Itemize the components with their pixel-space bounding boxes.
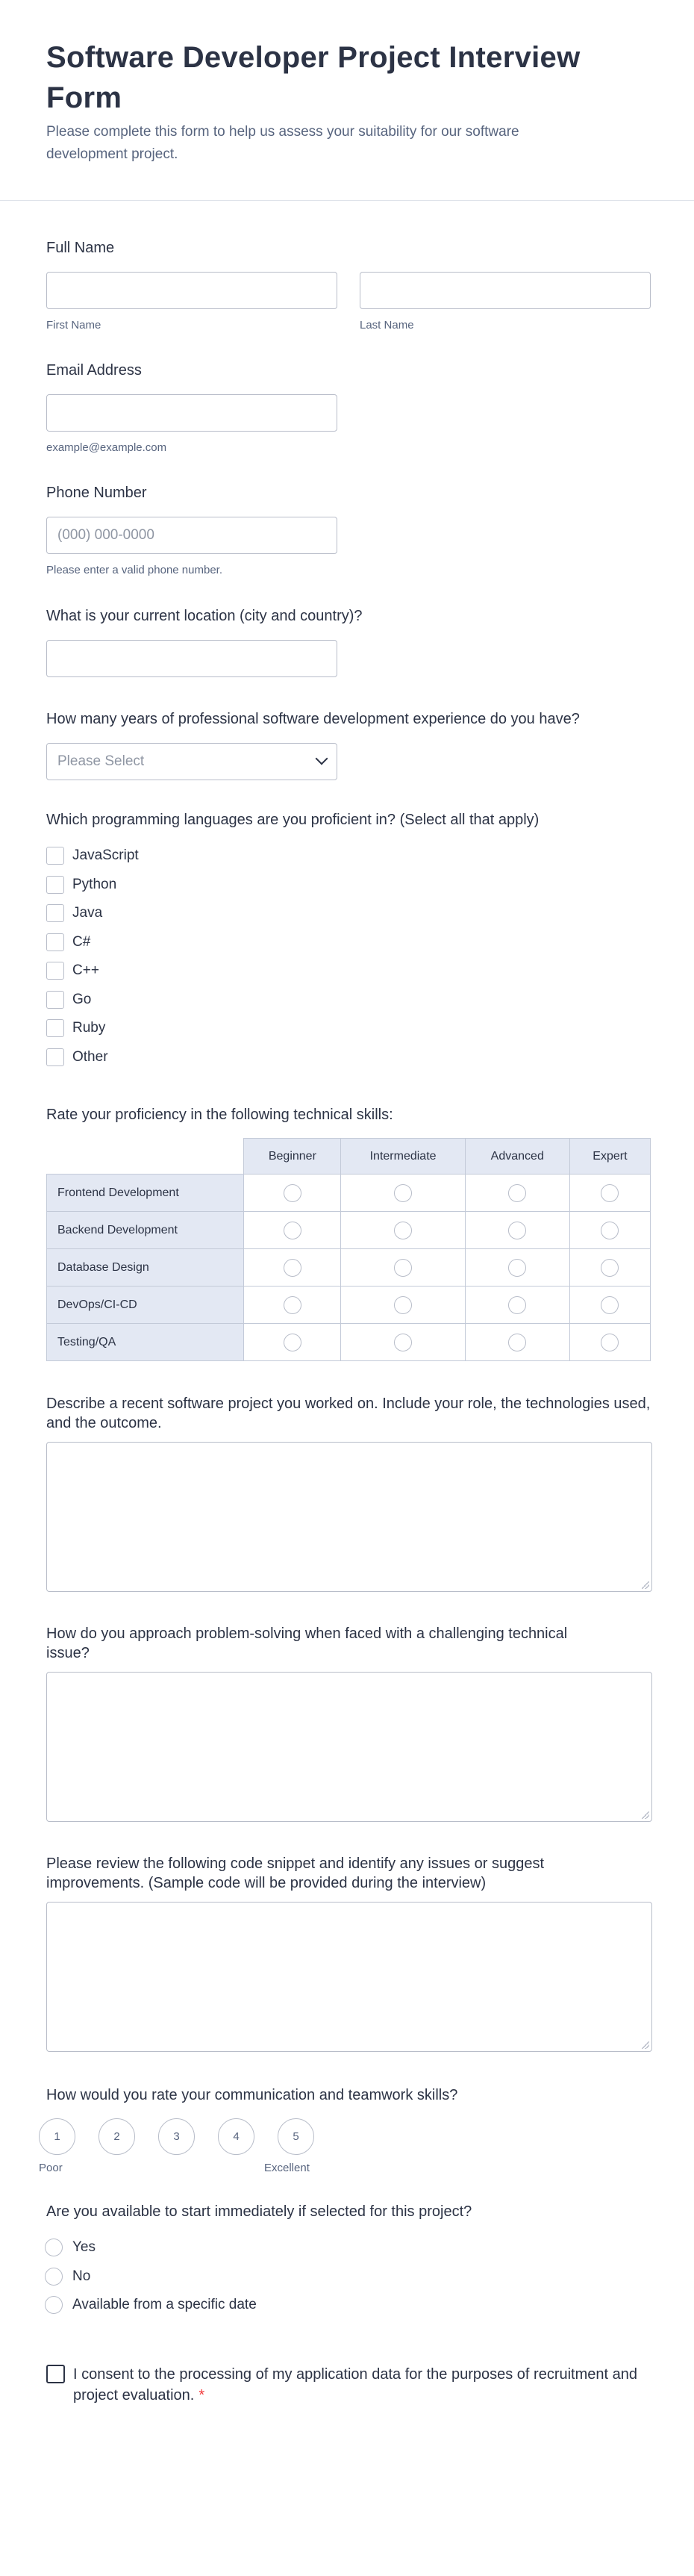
rating-option[interactable]: 3 [158,2118,195,2155]
experience-select[interactable] [46,743,337,780]
location-input[interactable] [46,640,337,677]
language-option[interactable] [46,871,648,900]
resize-handle-icon[interactable] [642,2041,649,2049]
matrix-radio[interactable] [601,1184,619,1202]
matrix-radio[interactable] [394,1296,412,1314]
checkbox[interactable] [46,962,64,980]
language-option[interactable] [46,1014,648,1043]
phone-field [46,483,648,576]
language-option[interactable] [46,928,648,957]
project-label: Describe a recent software project you worked on. Include your role, the technologies used, and the outcome. [46,1396,651,1431]
form-header [0,0,694,201]
project-field [46,1394,651,1592]
first-name-input[interactable] [46,272,337,309]
radio-button[interactable] [45,2268,63,2286]
form-description: Please complete this form to help us assess your suitability for our software development project. [46,124,519,162]
matrix-radio[interactable] [394,1334,412,1351]
resize-handle-icon[interactable] [642,1811,649,1819]
option-label: Ruby [72,1020,106,1036]
language-option[interactable] [46,986,648,1015]
matrix-radio[interactable] [284,1222,301,1239]
matrix-radio[interactable] [284,1334,301,1351]
option-label: JavaScript [72,847,139,864]
matrix-column-header: Advanced [465,1139,569,1175]
checkbox[interactable] [46,1019,64,1037]
chevron-down-icon [316,753,328,765]
matrix-radio[interactable] [394,1222,412,1239]
checkbox[interactable] [46,991,64,1009]
skills-field [46,1105,648,1361]
matrix-row [47,1324,651,1361]
availability-option[interactable] [45,2262,648,2292]
availability-option[interactable] [45,2291,648,2320]
languages-field [46,810,648,1071]
option-label: Yes [72,2239,96,2256]
language-option[interactable] [46,841,648,871]
rating-option[interactable]: 1 [39,2118,75,2155]
matrix-radio[interactable] [284,1259,301,1277]
checkbox[interactable] [46,876,64,894]
checkbox[interactable] [46,904,64,922]
matrix-column-header: Beginner [244,1139,341,1175]
consent-text [73,2364,640,2406]
matrix-radio[interactable] [284,1184,301,1202]
languages-label: Which programming languages are you proficient in? (Select all that apply) [46,812,540,828]
rating-option[interactable]: 4 [218,2118,254,2155]
experience-label: How many years of professional software development experience do you have? [46,711,580,727]
location-label: What is your current location (city and country)? [46,608,363,624]
form-content [0,238,694,2406]
matrix-column-header: Expert [569,1139,650,1175]
radio-button[interactable] [45,2239,63,2256]
matrix-row-label: Frontend Development [47,1175,244,1212]
option-label: C++ [72,962,99,979]
rating-low-label: Poor [39,2162,63,2174]
skills-label: Rate your proficiency in the following technical skills: [46,1107,393,1123]
required-asterisk: * [198,2386,205,2404]
option-label: Python [72,876,117,892]
option-label: Available from a specific date [72,2297,257,2313]
phone-label: Phone Number [46,485,147,501]
email-sublabel: example@example.com [46,441,167,454]
code-review-label: Please review the following code snippet and identify any issues or suggest improvements. (Sample code will be provided during the interview) [46,1855,545,1891]
communication-label: How would you rate your communication and teamwork skills? [46,2087,458,2103]
matrix-radio[interactable] [508,1334,526,1351]
matrix-radio[interactable] [508,1296,526,1314]
last-name-sublabel: Last Name [360,319,414,332]
problem-solving-label: How do you approach problem-solving when faced with a challenging technical issue? [46,1625,568,1661]
matrix-row [47,1249,651,1287]
language-option[interactable] [46,956,648,986]
matrix-corner [47,1139,244,1175]
phone-input[interactable]: (000) 000-0000 [46,517,337,554]
radio-button[interactable] [45,2296,63,2314]
matrix-column-header: Intermediate [341,1139,465,1175]
option-label: C# [72,933,91,950]
problem-solving-field [46,1624,648,1822]
rating-scale-labels [39,2155,648,2173]
form-title: Software Developer Project Interview Form [46,41,581,114]
option-label: Go [72,991,92,1007]
option-label: Other [72,1048,108,1065]
availability-label: Are you available to start immediately if selected for this project? [46,2203,472,2220]
phone-sublabel: Please enter a valid phone number. [46,564,222,576]
matrix-row [47,1175,651,1212]
communication-field [39,2085,648,2174]
matrix-row-label: DevOps/CI-CD [47,1287,244,1324]
languages-checklist [46,841,648,1071]
checkbox[interactable] [46,847,64,865]
matrix-row-label: Database Design [47,1249,244,1287]
matrix-row-label: Backend Development [47,1212,244,1249]
full-name-label: Full Name [46,240,115,256]
project-textarea[interactable] [46,1442,652,1592]
email-label: Email Address [46,362,142,379]
experience-field [46,709,648,780]
rating-option[interactable]: 2 [99,2118,135,2155]
language-option[interactable] [46,1043,648,1072]
matrix-radio[interactable] [601,1222,619,1239]
consent-field [46,2364,648,2406]
availability-radio-group [45,2233,648,2320]
availability-option[interactable] [45,2233,648,2262]
full-name-field [46,238,648,332]
consent-checkbox[interactable] [46,2365,65,2383]
checkbox[interactable] [46,933,64,951]
matrix-radio[interactable] [508,1222,526,1239]
location-field [46,606,648,677]
matrix-radio[interactable] [601,1296,619,1314]
experience-selected-value: Please Select [57,753,145,769]
matrix-row [47,1212,651,1249]
checkbox[interactable] [46,1048,64,1066]
skills-matrix [46,1138,651,1361]
code-review-textarea[interactable] [46,1902,652,2052]
email-input[interactable] [46,394,337,432]
resize-handle-icon[interactable] [642,1581,649,1589]
matrix-radio[interactable] [508,1184,526,1202]
rating-scale [39,2118,648,2155]
language-option[interactable] [46,899,648,928]
option-label: No [72,2268,91,2284]
rating-option[interactable]: 5 [278,2118,314,2155]
matrix-radio[interactable] [284,1296,301,1314]
rating-high-label: Excellent [264,2162,310,2174]
matrix-radio[interactable] [601,1259,619,1277]
matrix-radio[interactable] [508,1259,526,1277]
availability-field [46,2202,648,2320]
matrix-radio[interactable] [394,1184,412,1202]
first-name-sublabel: First Name [46,319,101,332]
matrix-radio[interactable] [601,1334,619,1351]
last-name-input[interactable] [360,272,651,309]
matrix-row [47,1287,651,1324]
consent-label: I consent to the processing of my application data for the purposes of recruitment and project evaluation. [73,2365,637,2404]
matrix-radio[interactable] [394,1259,412,1277]
email-field [46,361,648,454]
matrix-row-label: Testing/QA [47,1324,244,1361]
problem-solving-textarea[interactable] [46,1672,652,1822]
code-review-field [46,1854,648,2052]
option-label: Java [72,905,103,921]
